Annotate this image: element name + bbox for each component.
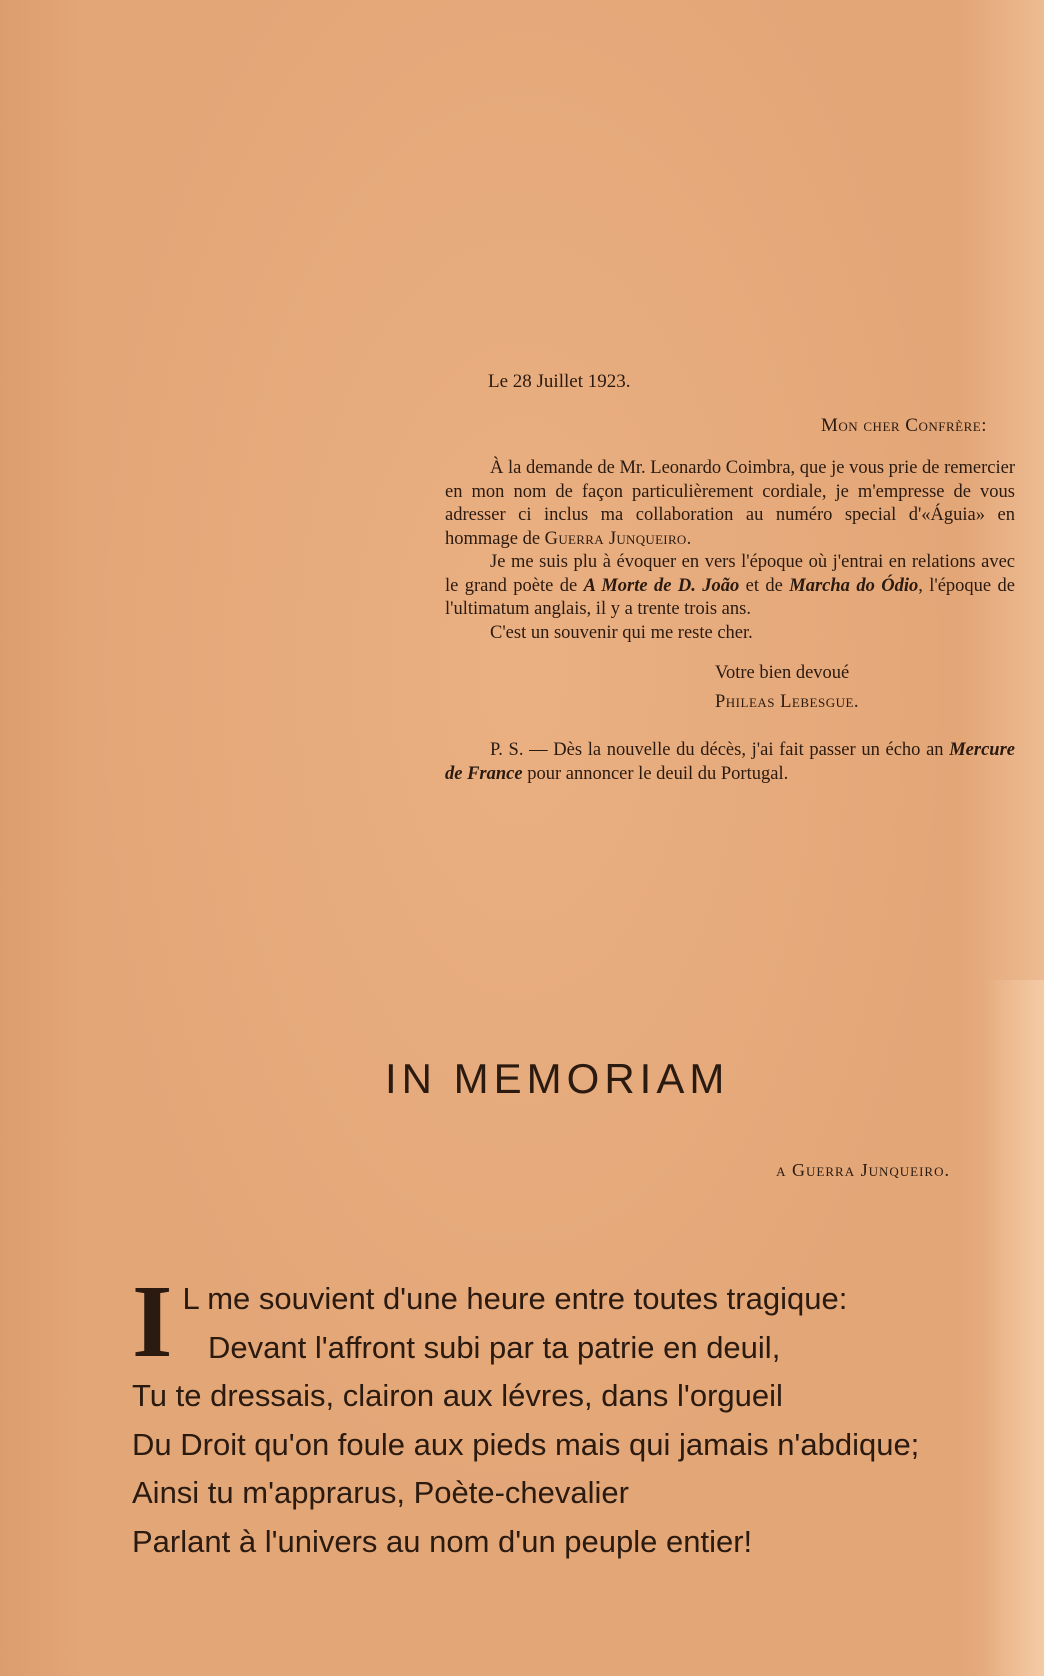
- journal-title: Mercure de France: [445, 740, 1015, 784]
- postscript: [445, 739, 1015, 786]
- paragraph-1-end: .: [686, 528, 692, 549]
- paragraph-2-join: et de: [739, 575, 790, 596]
- closing-line: Votre bien devoué: [715, 663, 850, 683]
- work-title-1: A Morte de D. João: [583, 575, 740, 596]
- poem-title: IN MEMORIAM: [385, 1055, 730, 1102]
- letter: [445, 370, 1015, 786]
- recipient-name: Guerra Junqueiro: [544, 528, 687, 549]
- drop-cap: I: [132, 1264, 173, 1379]
- poem-line-5: Ainsi tu m'apprarus, Poète-chevalier: [132, 1475, 629, 1510]
- poem-line-4: Du Droit qu'on foule aux pieds mais qui jamais n'abdique;: [132, 1426, 920, 1462]
- poem-line-6: Parlant à l'univers au nom d'un peuple entier!: [132, 1523, 753, 1559]
- letter-paragraph-3: C'est un souvenir qui me reste cher.: [490, 622, 753, 643]
- paragraph-1-text: À la demande de Mr. Leonardo Coimbra, que je vous prie de remercier en mon nom de façon particulièrement cordiale, je m'empresse de vous adresser ci inclus ma collaboration au numéro special d'«Águia» en hommage de: [445, 458, 1016, 549]
- letter-salutation: Mon cher Confrère:: [820, 414, 987, 436]
- postscript-end: pour annoncer le deuil du Portugal.: [522, 763, 789, 784]
- postscript-text: P. S. — Dès la nouvelle du décès, j'ai fait passer un écho an: [490, 740, 950, 760]
- work-title-2: Marcha do Ódio: [789, 575, 919, 596]
- poem-line-1: L me souvient d'une heure entre toutes tragique:: [182, 1281, 848, 1316]
- letter-paragraph-2: [445, 551, 1015, 622]
- signature: Phileas Lebesgue.: [715, 692, 860, 712]
- paragraph-2-text: Je me suis plu à évoquer en vers l'époque où j'entrai en relations avec le grand poète de: [445, 552, 1015, 596]
- poem-dedication: a Guerra Junqueiro.: [776, 1160, 950, 1180]
- poem: [132, 1264, 1012, 1566]
- poem-line-2: Devant l'affront subi par ta patrie en deuil,: [208, 1329, 781, 1365]
- letter-date: Le 28 Juillet 1923.: [488, 371, 631, 392]
- letter-paragraph-1: [445, 457, 1015, 551]
- signature-block: [715, 659, 1015, 717]
- poem-line-3: Tu te dressais, clairon aux lévres, dans l'orgueil: [132, 1378, 783, 1413]
- paragraph-2-end: , l'époque de l'ultimatum anglais, il y a trente trois ans.: [445, 575, 1016, 619]
